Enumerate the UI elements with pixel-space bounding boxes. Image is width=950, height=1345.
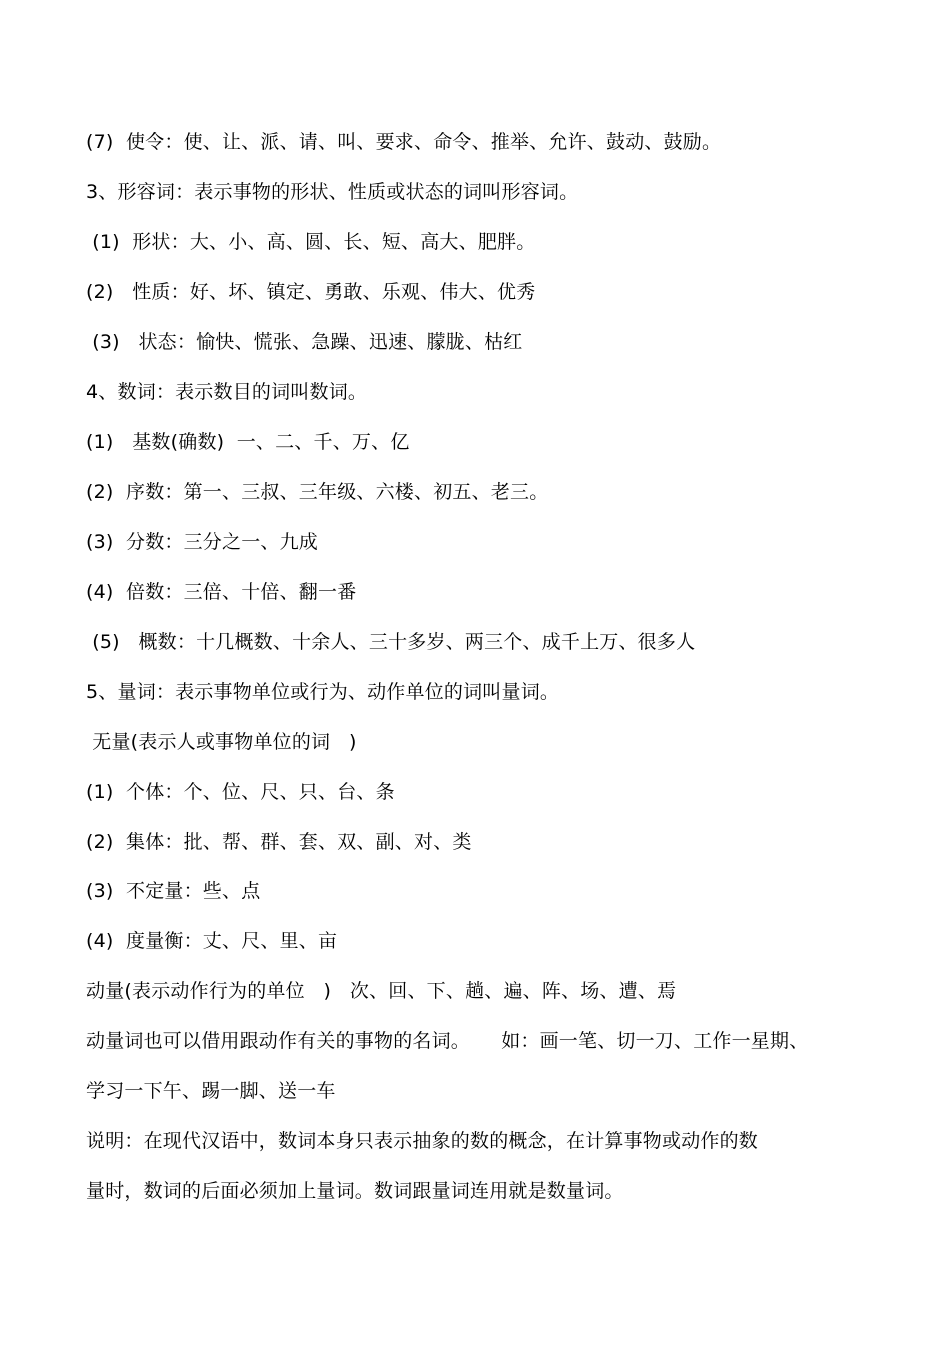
text-line: (4) 倍数：三倍、十倍、翻一番	[86, 581, 357, 603]
text-line: 动量(表示动作行为的单位 ) 次、回、下、趟、遍、阵、场、遭、焉	[86, 980, 677, 1002]
text-line: (5) 概数：十几概数、十余人、三十多岁、两三个、成千上万、很多人	[86, 631, 696, 653]
text-line: 动量词也可以借用跟动作有关的事物的名词。 如：画一笔、切一刀、工作一星期、	[86, 1030, 809, 1052]
text-line: (1) 基数(确数) 一、二、千、万、亿	[86, 431, 410, 453]
text-line: (2) 集体：批、帮、群、套、双、副、对、类	[86, 831, 472, 853]
text-line: (3) 状态：愉快、慌张、急躁、迅速、朦胧、枯红	[86, 331, 523, 353]
text-line: (4) 度量衡：丈、尺、里、亩	[86, 930, 338, 952]
text-line: (1) 形状：大、小、高、圆、长、短、高大、肥胖。	[86, 231, 536, 253]
text-line: (1) 个体：个、位、尺、只、台、条	[86, 781, 395, 803]
text-line: 说明：在现代汉语中，数词本身只表示抽象的数的概念，在计算事物或动作的数	[86, 1130, 759, 1152]
text-line: 学习一下午、踢一脚、送一车	[86, 1080, 336, 1102]
text-line: 4、数词：表示数目的词叫数词。	[86, 381, 368, 403]
text-line: 无量(表示人或事物单位的词 )	[86, 731, 357, 753]
text-line: 5、量词：表示事物单位或行为、动作单位的词叫量词。	[86, 681, 560, 703]
text-line: (2) 性质：好、坏、镇定、勇敢、乐观、伟大、优秀	[86, 281, 536, 303]
text-line: (7) 使令：使、让、派、请、叫、要求、命令、推举、允许、鼓动、鼓励。	[86, 131, 722, 153]
text-line: (3) 分数：三分之一、九成	[86, 531, 318, 553]
text-line: (3) 不定量：些、点	[86, 880, 261, 902]
text-line: 3、形容词：表示事物的形状、性质或状态的词叫形容词。	[86, 181, 579, 203]
text-line: (2) 序数：第一、三叔、三年级、六楼、初五、老三。	[86, 481, 549, 503]
text-line: 量时，数词的后面必须加上量词。数词跟量词连用就是数量词。	[86, 1180, 624, 1202]
